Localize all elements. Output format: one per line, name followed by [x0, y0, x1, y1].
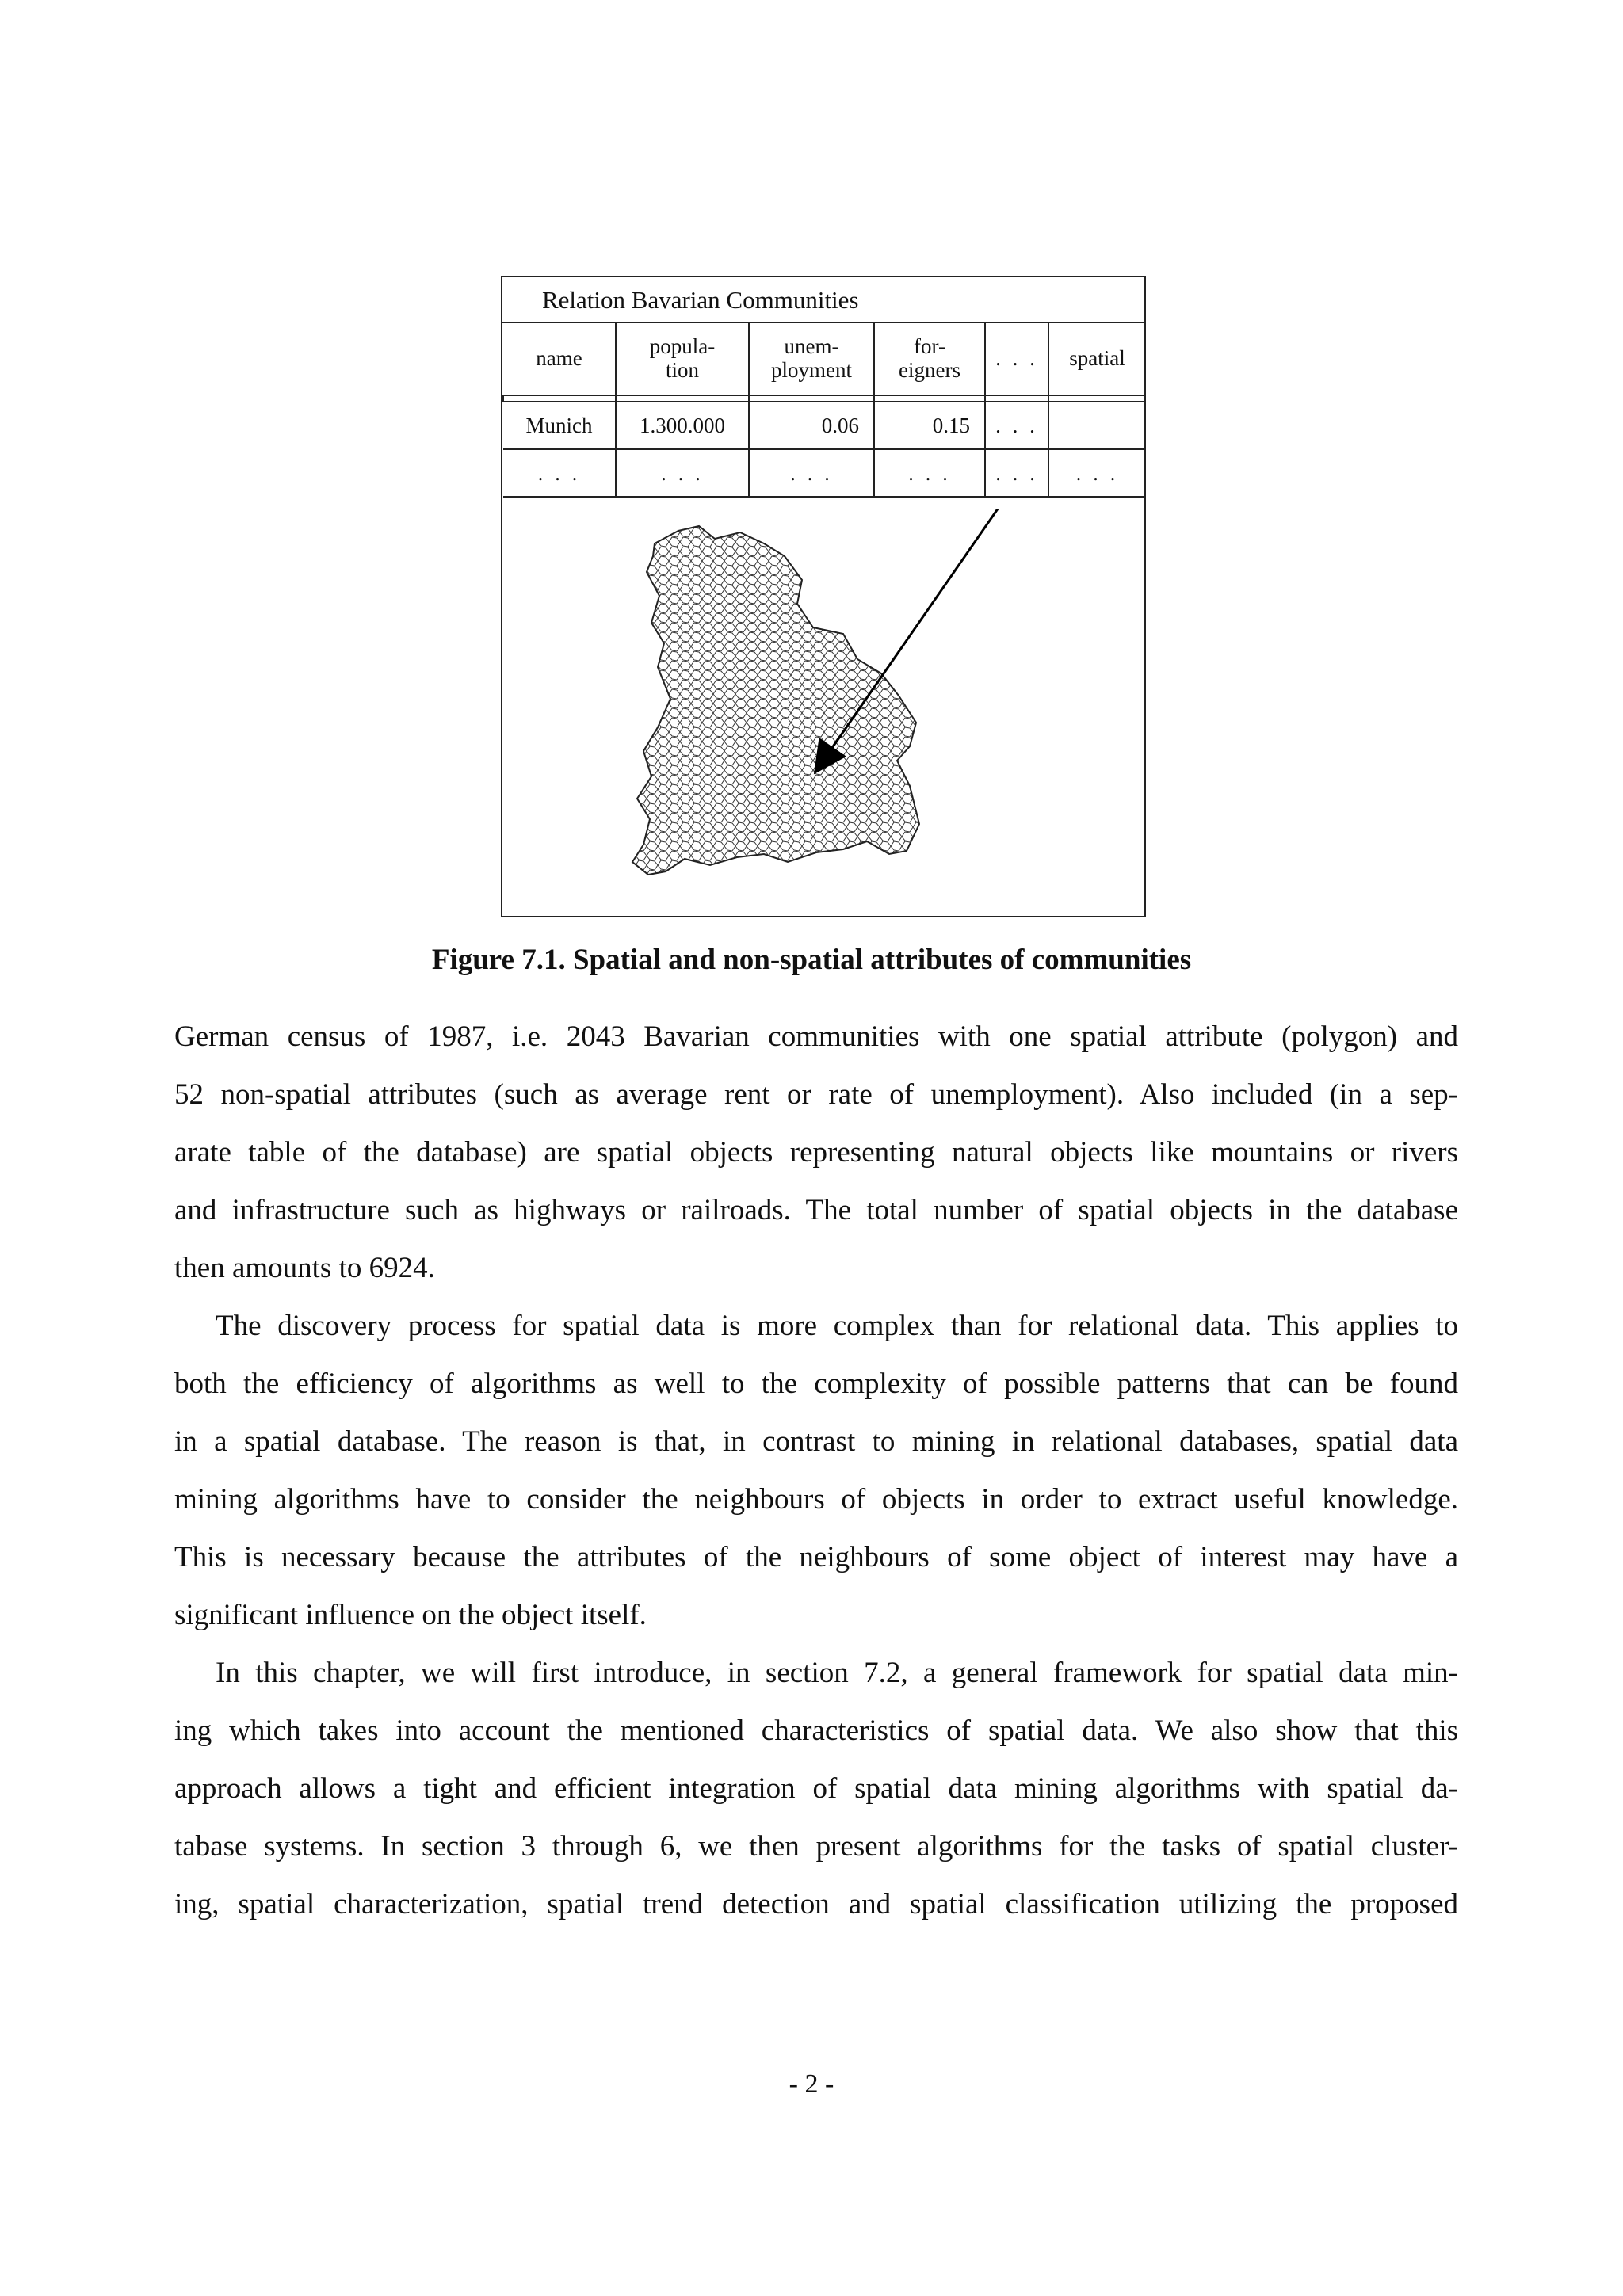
column-header-more: . . . — [985, 322, 1048, 395]
text-line: tabase systems. In section 3 through 6, we then present algorithms for the tasks of spatial cluster- — [174, 1830, 1458, 1863]
column-header-unemployment: unem- ployment — [749, 322, 874, 395]
paragraph-2 — [174, 1297, 1458, 1644]
text-line: both the efficiency of algorithms as well to the complexity of possible patterns that can be found — [174, 1367, 1458, 1400]
table-row — [503, 449, 1145, 497]
bavaria-communities-icon — [632, 526, 919, 875]
cell-foreigners: 0.15 — [874, 402, 985, 449]
relation-table — [502, 322, 1146, 498]
cell-unemployment: 0.06 — [749, 402, 874, 449]
text-line: approach allows a tight and efficient integration of spatial data mining algorithms with spatial da- — [174, 1772, 1458, 1805]
cell-ellipsis: . . . — [985, 449, 1048, 497]
paragraph-1 — [174, 1008, 1458, 1297]
text-line: In this chapter, we will first introduce, in section 7.2, a general framework for spatial data min- — [216, 1657, 1458, 1689]
cell-ellipsis: . . . — [503, 449, 616, 497]
cell-ellipsis: . . . — [749, 449, 874, 497]
table-header-row — [503, 322, 1145, 395]
text-line: significant influence on the object itself. — [174, 1599, 647, 1631]
figure-caption: Figure 7.1. Spatial and non-spatial attributes of communities — [431, 944, 1192, 976]
column-header-population: popula- tion — [616, 322, 749, 395]
text-line: and infrastructure such as highways or railroads. The total number of spatial objects in the database — [174, 1194, 1458, 1226]
text-line: The discovery process for spatial data is more complex than for relational data. This applies to — [216, 1310, 1458, 1342]
text-line: 52 non-spatial attributes (such as average rent or rate of unemployment). Also included (in a sep- — [174, 1078, 1458, 1111]
cell-more: . . . — [985, 402, 1048, 449]
text-line: then amounts to 6924. — [174, 1252, 435, 1284]
text-line: This is necessary because the attributes of the neighbours of some object of interest may have a — [174, 1541, 1458, 1573]
paragraph-3 — [174, 1644, 1458, 1933]
cell-spatial — [1048, 402, 1145, 449]
text-line: arate table of the database) are spatial objects representing natural objects like mountains or rivers — [174, 1136, 1458, 1169]
text-line: in a spatial database. The reason is that, in contrast to mining in relational databases, spatial data — [174, 1425, 1458, 1458]
figure-7-1 — [501, 276, 1146, 917]
cell-ellipsis: . . . — [1048, 449, 1145, 497]
cell-name: Munich — [503, 402, 616, 449]
relation-title: Relation Bavarian Communities — [502, 277, 1144, 323]
column-header-name: name — [503, 322, 616, 395]
table-row — [503, 402, 1145, 449]
text-line: mining algorithms have to consider the neighbours of objects in order to extract useful knowledge. — [174, 1483, 1458, 1516]
page-number: - 2 - — [789, 2069, 834, 2099]
text-line: German census of 1987, i.e. 2043 Bavarian communities with one spatial attribute (polygon) and — [174, 1020, 1458, 1053]
cell-population: 1.300.000 — [616, 402, 749, 449]
column-header-foreigners: for- eigners — [874, 322, 985, 395]
cell-ellipsis: . . . — [616, 449, 749, 497]
text-line: ing which takes into account the mentioned characteristics of spatial data. We also show that this — [174, 1714, 1458, 1747]
cell-ellipsis: . . . — [874, 449, 985, 497]
column-header-spatial: spatial — [1048, 322, 1145, 395]
bavaria-map — [502, 509, 1144, 916]
text-line: ing, spatial characterization, spatial trend detection and spatial classification utilizing the proposed — [174, 1888, 1458, 1920]
